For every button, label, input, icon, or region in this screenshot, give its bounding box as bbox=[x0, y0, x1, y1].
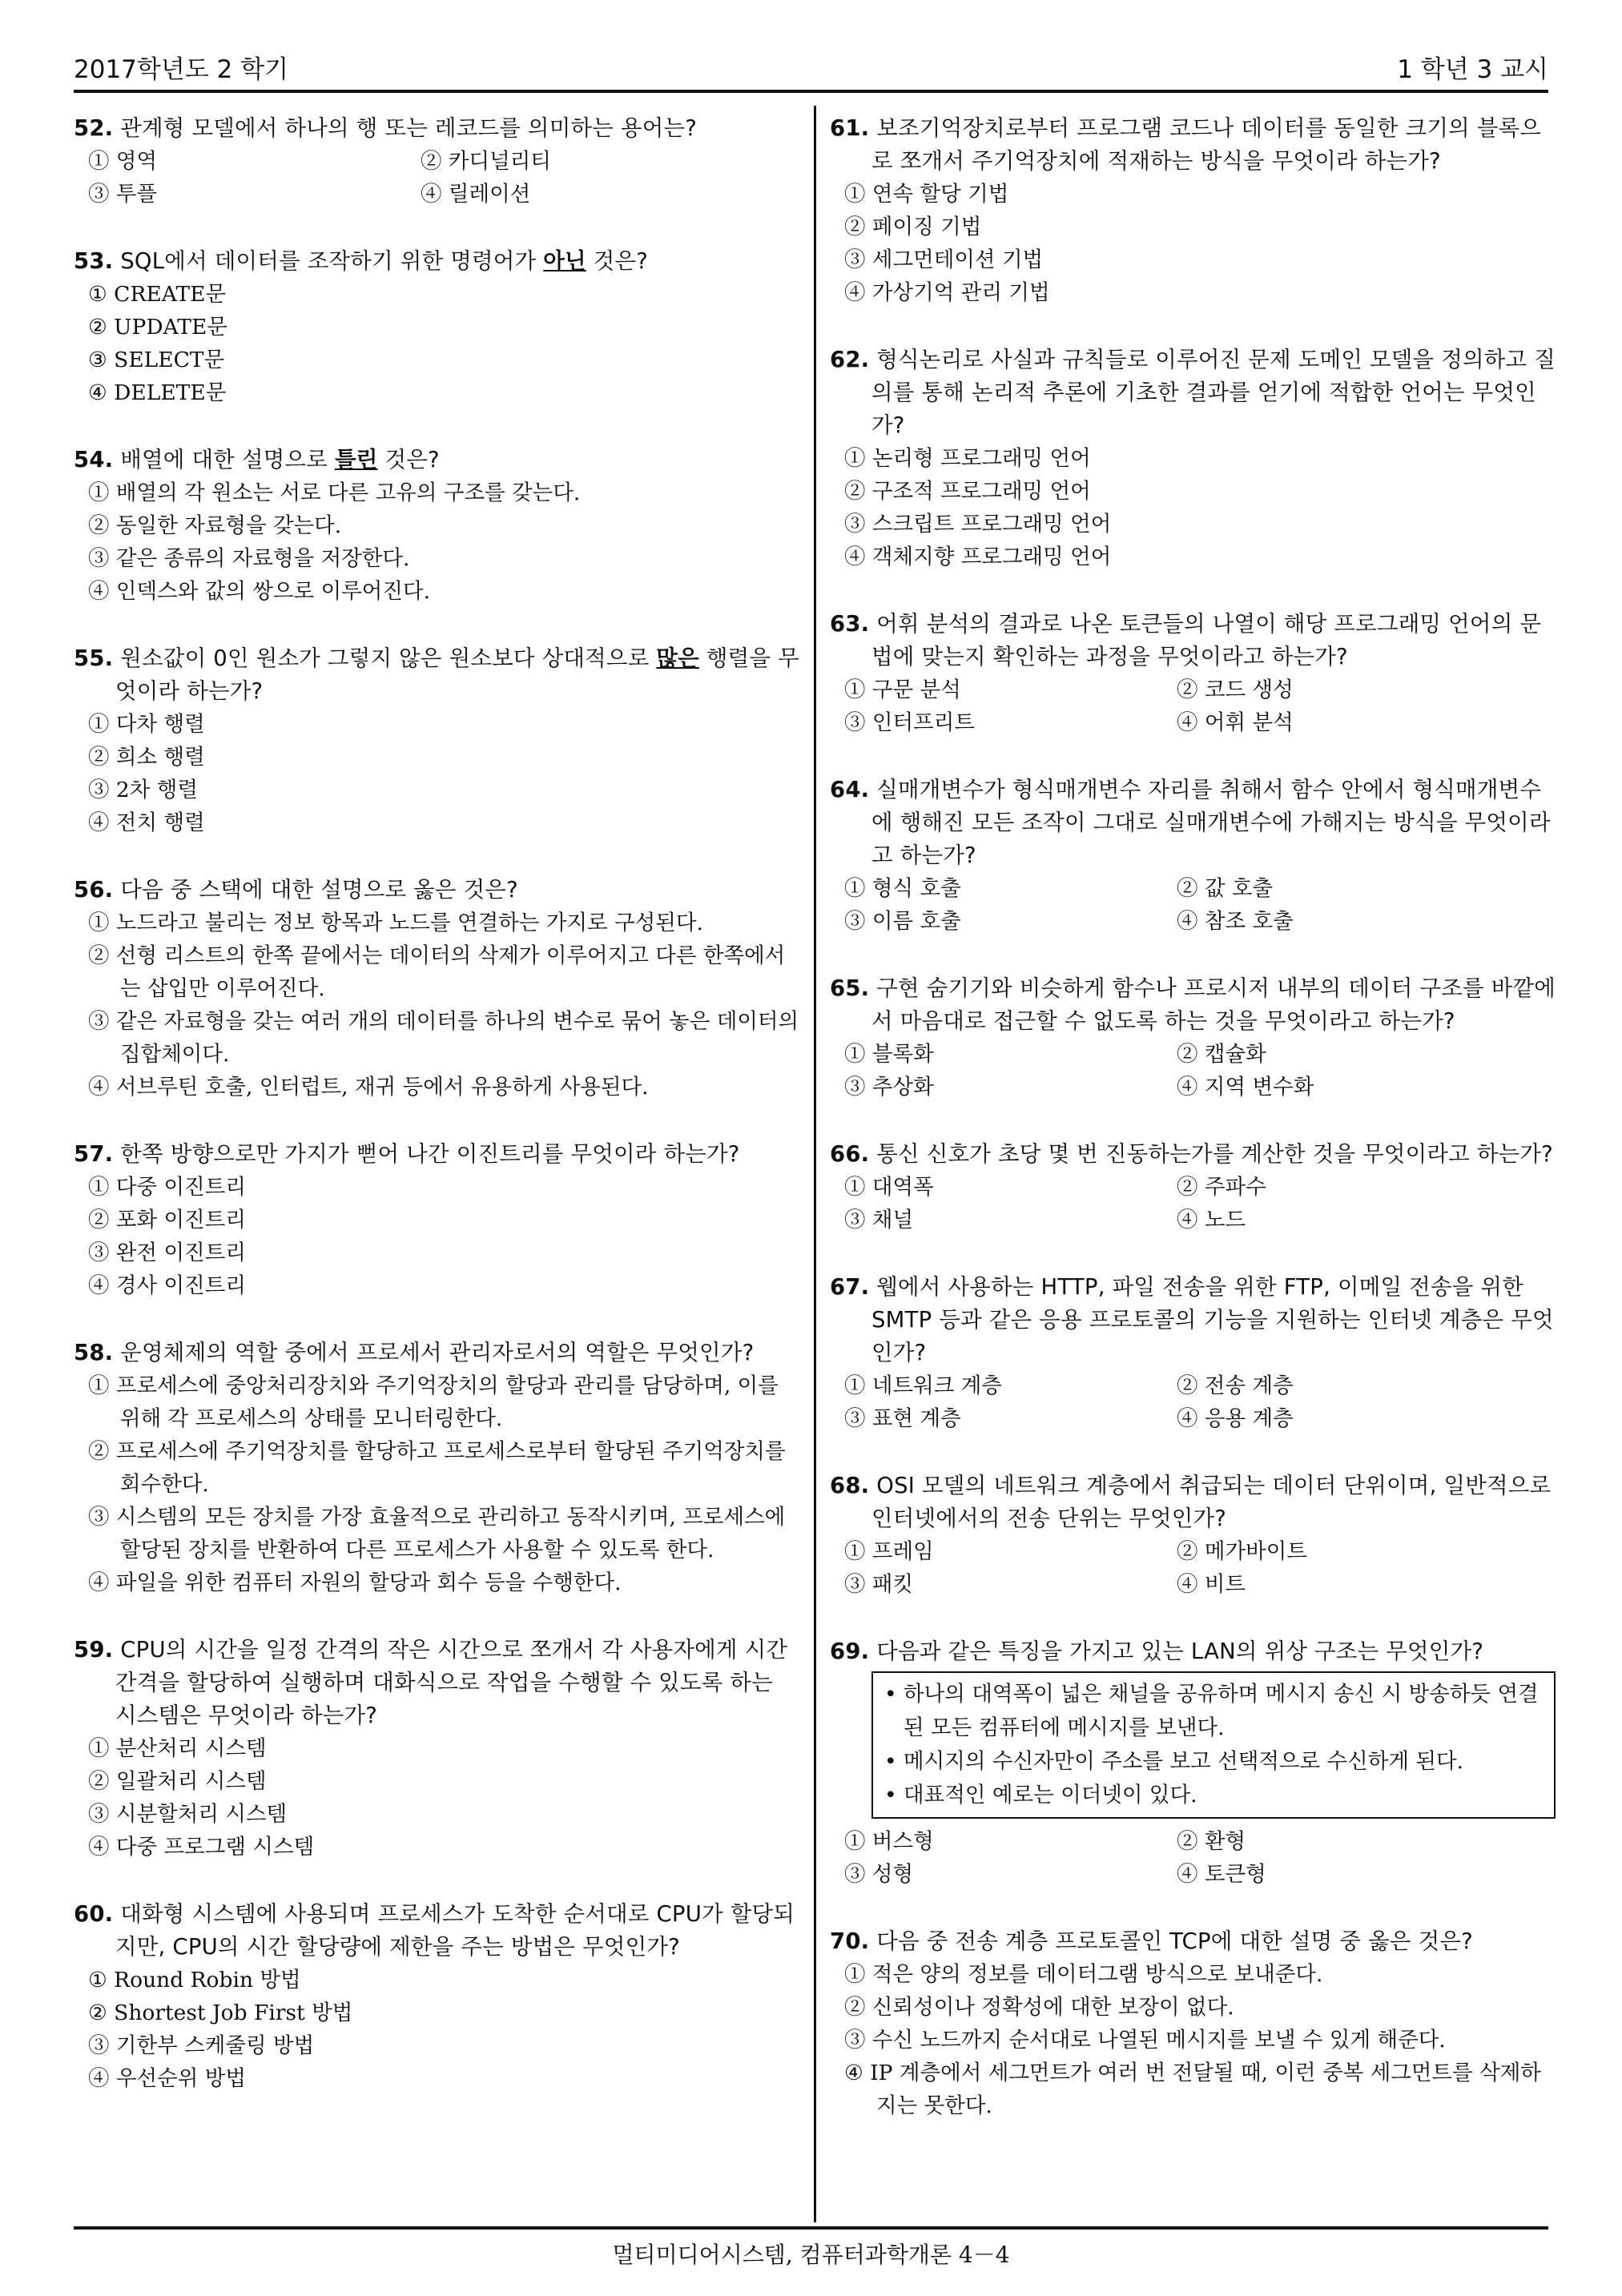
header-rule bbox=[74, 90, 1548, 93]
question bbox=[830, 344, 1556, 573]
question bbox=[830, 112, 1556, 309]
answer-option: ② 동일한 자료형을 갖는다. bbox=[88, 513, 342, 538]
answer-option: ① 다중 이진트리 bbox=[88, 1175, 246, 1200]
answer-options bbox=[88, 145, 799, 211]
answer-option: ② 카디널리티 bbox=[421, 149, 551, 174]
answer-option: ④ 파일을 위한 컴퓨터 자원의 할당과 회수 등을 수행한다. bbox=[88, 1570, 622, 1595]
answer-options bbox=[844, 674, 1556, 739]
answer-options bbox=[88, 1964, 799, 2095]
question-number: 65. bbox=[830, 975, 870, 1001]
question-number: 53. bbox=[74, 248, 114, 274]
answer-option: ③ 추상화 bbox=[844, 1075, 934, 1100]
feature-box bbox=[871, 1671, 1556, 1819]
right-column bbox=[830, 112, 1556, 2157]
answer-options bbox=[88, 1171, 799, 1302]
question-stem bbox=[74, 1634, 799, 1732]
answer-option: ④ 참조 호출 bbox=[1177, 909, 1294, 934]
answer-option: ② 프로세스에 주기억장치를 할당하고 프로세스로부터 할당된 주기억장치를 회수한다. bbox=[88, 1439, 786, 1497]
question-number: 68. bbox=[830, 1473, 870, 1498]
question-stem bbox=[830, 774, 1556, 872]
answer-option: ② 포화 이진트리 bbox=[88, 1208, 246, 1232]
question-stem bbox=[830, 972, 1556, 1038]
answer-option: ① 블록화 bbox=[844, 1042, 934, 1067]
answer-option: ③ 세그먼테이션 기법 bbox=[844, 247, 1044, 272]
answer-option: ④ 인덱스와 값의 쌍으로 이루어진다. bbox=[88, 579, 431, 604]
answer-option: ④ 경사 이진트리 bbox=[88, 1273, 246, 1298]
question-stem bbox=[830, 608, 1556, 674]
answer-option: ③ 2차 행렬 bbox=[88, 778, 199, 802]
question bbox=[830, 608, 1556, 739]
answer-option: ③ 투플 bbox=[88, 182, 158, 207]
feature-item: • 메시지의 수신자만이 주소를 보고 선택적으로 수신하게 된다. bbox=[884, 1749, 1463, 1774]
feature-item: • 대표적인 예로는 이더넷이 있다. bbox=[884, 1783, 1197, 1807]
question bbox=[830, 1635, 1556, 1891]
question-text: 다음 중 전송 계층 프로토콜인 TCP에 대한 설명 중 옳은 것은? bbox=[876, 1928, 1473, 1954]
question-stem bbox=[830, 1925, 1556, 1958]
question-number: 56. bbox=[74, 877, 114, 903]
answer-option: ④ 어휘 분석 bbox=[1177, 710, 1294, 735]
answer-option: ① 형식 호출 bbox=[844, 876, 961, 901]
question-stem bbox=[74, 112, 799, 145]
answer-option: ② 전송 계층 bbox=[1177, 1373, 1294, 1398]
answer-options bbox=[844, 1038, 1556, 1104]
question-number: 58. bbox=[74, 1340, 114, 1365]
answer-option: ① 분산처리 시스템 bbox=[88, 1736, 267, 1761]
answer-option: ② 주파수 bbox=[1177, 1175, 1266, 1200]
answer-option: ③ 성형 bbox=[844, 1862, 914, 1887]
answer-option: ① 연속 할당 기법 bbox=[844, 182, 1009, 207]
question bbox=[830, 774, 1556, 938]
answer-option: ④ 객체지향 프로그래밍 언어 bbox=[844, 545, 1112, 569]
answer-option: ① 노드라고 불리는 정보 항목과 노드를 연결하는 가지로 구성된다. bbox=[88, 911, 703, 935]
question bbox=[74, 642, 799, 839]
answer-option: ① 네트워크 계층 bbox=[844, 1373, 1002, 1398]
question-number: 70. bbox=[830, 1928, 870, 1954]
answer-options bbox=[844, 872, 1556, 938]
answer-option: ③ 이름 호출 bbox=[844, 909, 961, 934]
answer-option: ② Shortest Job First 방법 bbox=[88, 2000, 353, 2025]
answer-option: ① 프로세스에 중앙처리장치와 주기억장치의 할당과 관리를 담당하며, 이를 위해 각 프로세스의 상태를 모니터링한다. bbox=[88, 1373, 779, 1431]
question bbox=[74, 1898, 799, 2095]
answer-option: ③ 인터프리트 bbox=[844, 710, 975, 735]
page-header bbox=[74, 44, 1548, 84]
question bbox=[74, 112, 799, 211]
answer-option: ④ 다중 프로그램 시스템 bbox=[88, 1835, 315, 1860]
question-text: 보조기억장치로부터 프로그램 코드나 데이터를 동일한 크기의 블록으로 쪼개서 주기억장치에 적재하는 방식을 무엇이라 하는가? bbox=[871, 115, 1542, 174]
answer-options bbox=[844, 178, 1556, 309]
feature-item: • 하나의 대역폭이 넓은 채널을 공유하며 메시지 송신 시 방송하듯 연결된 모든 컴퓨터에 메시지를 보낸다. bbox=[884, 1682, 1539, 1740]
answer-options bbox=[88, 278, 799, 409]
question-text: 관계형 모델에서 하나의 행 또는 레코드를 의미하는 용어는? bbox=[120, 115, 698, 141]
answer-option: ④ DELETE문 bbox=[88, 380, 227, 405]
answer-option: ④ 서브루틴 호출, 인터럽트, 재귀 등에서 유용하게 사용된다. bbox=[88, 1075, 649, 1100]
answer-option: ③ 시분할처리 시스템 bbox=[88, 1802, 288, 1827]
answer-option: ④ 지역 변수화 bbox=[1177, 1075, 1314, 1100]
answer-option: ① 배열의 각 원소는 서로 다른 고유의 구조를 갖는다. bbox=[88, 481, 581, 505]
answer-option: ④ 응용 계층 bbox=[1177, 1406, 1294, 1431]
answer-option: ① 영역 bbox=[88, 149, 158, 174]
question-stem bbox=[74, 1898, 799, 1964]
left-column bbox=[74, 112, 799, 2129]
answer-option: ① 프레임 bbox=[844, 1539, 934, 1564]
question-emphasis: 많은 bbox=[656, 645, 699, 671]
answer-option: ② 신뢰성이나 정확성에 대한 보장이 없다. bbox=[844, 1995, 1234, 2020]
question-text: 형식논리로 사실과 규칙들로 이루어진 문제 도메인 모델을 정의하고 질의를 통해 논리적 추론에 기초한 결과를 얻기에 적합한 언어는 무엇인가? bbox=[871, 347, 1556, 438]
question-stem bbox=[830, 1470, 1556, 1535]
question-stem bbox=[74, 874, 799, 907]
answer-option: ④ 릴레이션 bbox=[421, 182, 531, 207]
answer-option: ① 대역폭 bbox=[844, 1175, 934, 1200]
answer-option: ④ 가상기억 관리 기법 bbox=[844, 280, 1050, 305]
question-number: 59. bbox=[74, 1637, 114, 1663]
question-text-end: 행렬을 무엇이라 하는가? bbox=[115, 645, 799, 704]
answer-options bbox=[844, 1535, 1556, 1601]
answer-option: ④ 노드 bbox=[1177, 1208, 1246, 1232]
answer-option: ④ 전치 행렬 bbox=[88, 810, 205, 835]
answer-option: ② 메가바이트 bbox=[1177, 1539, 1307, 1564]
answer-options bbox=[88, 708, 799, 839]
question-text: SQL에서 데이터를 조작하기 위한 명령어가 bbox=[120, 248, 544, 274]
answer-option: ② 코드 생성 bbox=[1177, 678, 1294, 702]
question-text: 어휘 분석의 결과로 나온 토큰들의 나열이 해당 프로그래밍 언어의 문법에 맞는지 확인하는 과정을 무엇이라고 하는가? bbox=[871, 611, 1542, 669]
answer-option: ② 일괄처리 시스템 bbox=[88, 1769, 267, 1794]
question bbox=[74, 1138, 799, 1302]
answer-option: ③ 같은 자료형을 갖는 여러 개의 데이터를 하나의 변수로 묶어 놓은 데이터의 집합체이다. bbox=[88, 1009, 799, 1067]
question-stem bbox=[74, 245, 799, 278]
answer-option: ② 희소 행렬 bbox=[88, 745, 205, 770]
header-grade-period: 1 학년 3 교시 bbox=[1397, 55, 1548, 84]
answer-option: ① 다차 행렬 bbox=[88, 712, 205, 737]
header-semester: 2017학년도 2 학기 bbox=[74, 55, 289, 84]
question bbox=[830, 972, 1556, 1104]
question-number: 55. bbox=[74, 645, 114, 671]
question-number: 64. bbox=[830, 777, 870, 802]
answer-options bbox=[88, 476, 799, 608]
answer-option: ④ 우선순위 방법 bbox=[88, 2066, 246, 2091]
question bbox=[74, 1634, 799, 1864]
question-emphasis: 틀린 bbox=[335, 447, 378, 472]
question-text: 구현 숨기기와 비슷하게 함수나 프로시저 내부의 데이터 구조를 바깥에서 마음대로 접근할 수 없도록 하는 것을 무엇이라고 하는가? bbox=[871, 975, 1556, 1034]
question-number: 52. bbox=[74, 115, 114, 141]
answer-options bbox=[844, 1171, 1556, 1236]
answer-option: ③ 수신 노드까지 순서대로 나열된 메시지를 보낼 수 있게 해준다. bbox=[844, 2028, 1446, 2053]
column-divider bbox=[814, 106, 816, 2222]
answer-option: ④ 토큰형 bbox=[1177, 1862, 1266, 1887]
question-stem bbox=[830, 1635, 1556, 1668]
answer-options bbox=[88, 907, 799, 1104]
answer-option: ③ 기한부 스케줄링 방법 bbox=[88, 2033, 315, 2058]
answer-option: ② 값 호출 bbox=[1177, 876, 1274, 901]
question-text: CPU의 시간을 일정 간격의 작은 시간으로 쪼개서 각 사용자에게 시간간격을 할당하여 실행하며 대화식으로 작업을 수행할 수 있도록 하는 시스템은 무엇이라 하는가? bbox=[115, 1637, 788, 1728]
answer-option: ③ 시스템의 모든 장치를 가장 효율적으로 관리하고 동작시키며, 프로세스에 할당된 장치를 반환하여 다른 프로세스가 사용할 수 있도록 한다. bbox=[88, 1505, 786, 1562]
question-text: OSI 모델의 네트워크 계층에서 취급되는 데이터 단위이며, 일반적으로 인터넷에서의 전송 단위는 무엇인가? bbox=[871, 1473, 1552, 1531]
answer-option: ① 논리형 프로그래밍 언어 bbox=[844, 446, 1091, 471]
question-stem bbox=[830, 344, 1556, 442]
question-text: 통신 신호가 초당 몇 번 진동하는가를 계산한 것을 무엇이라고 하는가? bbox=[876, 1141, 1553, 1167]
question-text: 웹에서 사용하는 HTTP, 파일 전송을 위한 FTP, 이메일 전송을 위한 SMTP 등과 같은 응용 프로토콜의 기능을 지원하는 인터넷 계층은 무엇인가? bbox=[871, 1274, 1554, 1365]
answer-option: ② 환형 bbox=[1177, 1829, 1246, 1854]
answer-option: ③ 패킷 bbox=[844, 1572, 914, 1597]
question-number: 69. bbox=[830, 1639, 870, 1664]
answer-option: ② 구조적 프로그래밍 언어 bbox=[844, 479, 1091, 504]
question bbox=[74, 245, 799, 409]
answer-option: ③ 표현 계층 bbox=[844, 1406, 961, 1431]
question-text: 다음 중 스택에 대한 설명으로 옳은 것은? bbox=[120, 877, 518, 903]
answer-option: ① 적은 양의 정보를 데이터그램 방식으로 보내준다. bbox=[844, 1962, 1323, 1987]
question bbox=[74, 1337, 799, 1599]
answer-option: ③ 채널 bbox=[844, 1208, 914, 1232]
answer-option: ② 선형 리스트의 한쪽 끝에서는 데이터의 삭제가 이루어지고 다른 한쪽에서는 삽입만 이루어진다. bbox=[88, 943, 786, 1001]
question-stem bbox=[74, 1337, 799, 1369]
question-stem bbox=[74, 1138, 799, 1171]
question-text-end: 것은? bbox=[586, 248, 649, 274]
question-number: 66. bbox=[830, 1141, 870, 1167]
question-stem bbox=[830, 112, 1556, 178]
footer-rule bbox=[74, 2226, 1548, 2230]
question-number: 57. bbox=[74, 1141, 114, 1167]
answer-options bbox=[844, 1825, 1556, 1891]
question-text: 배열에 대한 설명으로 bbox=[120, 447, 335, 472]
answer-option: ④ IP 계층에서 세그먼트가 여러 번 전달될 때, 이런 중복 세그먼트를 삭제하지는 못한다. bbox=[844, 2061, 1541, 2118]
answer-options bbox=[88, 1732, 799, 1864]
answer-options bbox=[844, 1369, 1556, 1435]
question-stem bbox=[74, 642, 799, 708]
question bbox=[830, 1925, 1556, 2122]
question-text: 운영체제의 역할 중에서 프로세서 관리자로서의 역할은 무엇인가? bbox=[120, 1340, 755, 1365]
question-text: 다음과 같은 특징을 가지고 있는 LAN의 위상 구조는 무엇인가? bbox=[876, 1639, 1484, 1664]
question bbox=[74, 874, 799, 1104]
answer-options bbox=[844, 442, 1556, 573]
question bbox=[830, 1271, 1556, 1435]
question-text: 원소값이 0인 원소가 그렇지 않은 원소보다 상대적으로 bbox=[120, 645, 657, 671]
answer-option: ③ 같은 종류의 자료형을 저장한다. bbox=[88, 546, 410, 571]
page-footer: 멀티미디어시스템, 컴퓨터과학개론 4－4 bbox=[612, 2242, 1010, 2268]
question-emphasis: 아닌 bbox=[543, 248, 586, 274]
question-number: 60. bbox=[74, 1901, 114, 1927]
question-stem bbox=[830, 1271, 1556, 1369]
answer-option: ① 구문 분석 bbox=[844, 678, 961, 702]
question-text: 실매개변수가 형식매개변수 자리를 취해서 함수 안에서 형식매개변수에 행해진 모든 조작이 그대로 실매개변수에 가해지는 방식을 무엇이라고 하는가? bbox=[871, 777, 1551, 868]
answer-option: ③ 완전 이진트리 bbox=[88, 1240, 246, 1265]
question-text: 대화형 시스템에 사용되며 프로세스가 도착한 순서대로 CPU가 할당되지만, CPU의 시간 할당량에 제한을 주는 방법은 무엇인가? bbox=[115, 1901, 795, 1960]
question-stem bbox=[74, 444, 799, 476]
answer-option: ③ 스크립트 프로그래밍 언어 bbox=[844, 512, 1112, 537]
answer-option: ② 캡슐화 bbox=[1177, 1042, 1266, 1067]
question bbox=[830, 1470, 1556, 1601]
answer-option: ② UPDATE문 bbox=[88, 315, 227, 340]
question-number: 67. bbox=[830, 1274, 870, 1300]
question-number: 63. bbox=[830, 611, 870, 637]
answer-option: ② 페이징 기법 bbox=[844, 215, 982, 239]
question bbox=[830, 1138, 1556, 1236]
answer-options bbox=[844, 1958, 1556, 2122]
question-number: 54. bbox=[74, 447, 114, 472]
question-text: 한쪽 방향으로만 가지가 뻗어 나간 이진트리를 무엇이라 하는가? bbox=[120, 1141, 740, 1167]
question-number: 61. bbox=[830, 115, 870, 141]
answer-options bbox=[88, 1369, 799, 1599]
answer-option: ④ 비트 bbox=[1177, 1572, 1246, 1597]
answer-option: ① Round Robin 방법 bbox=[88, 1968, 301, 1992]
question-number: 62. bbox=[830, 347, 870, 372]
answer-option: ① 버스형 bbox=[844, 1829, 934, 1854]
question-stem bbox=[830, 1138, 1556, 1171]
question-text-end: 것은? bbox=[377, 447, 440, 472]
answer-option: ① CREATE문 bbox=[88, 282, 227, 307]
question bbox=[74, 444, 799, 608]
answer-option: ③ SELECT문 bbox=[88, 348, 225, 372]
